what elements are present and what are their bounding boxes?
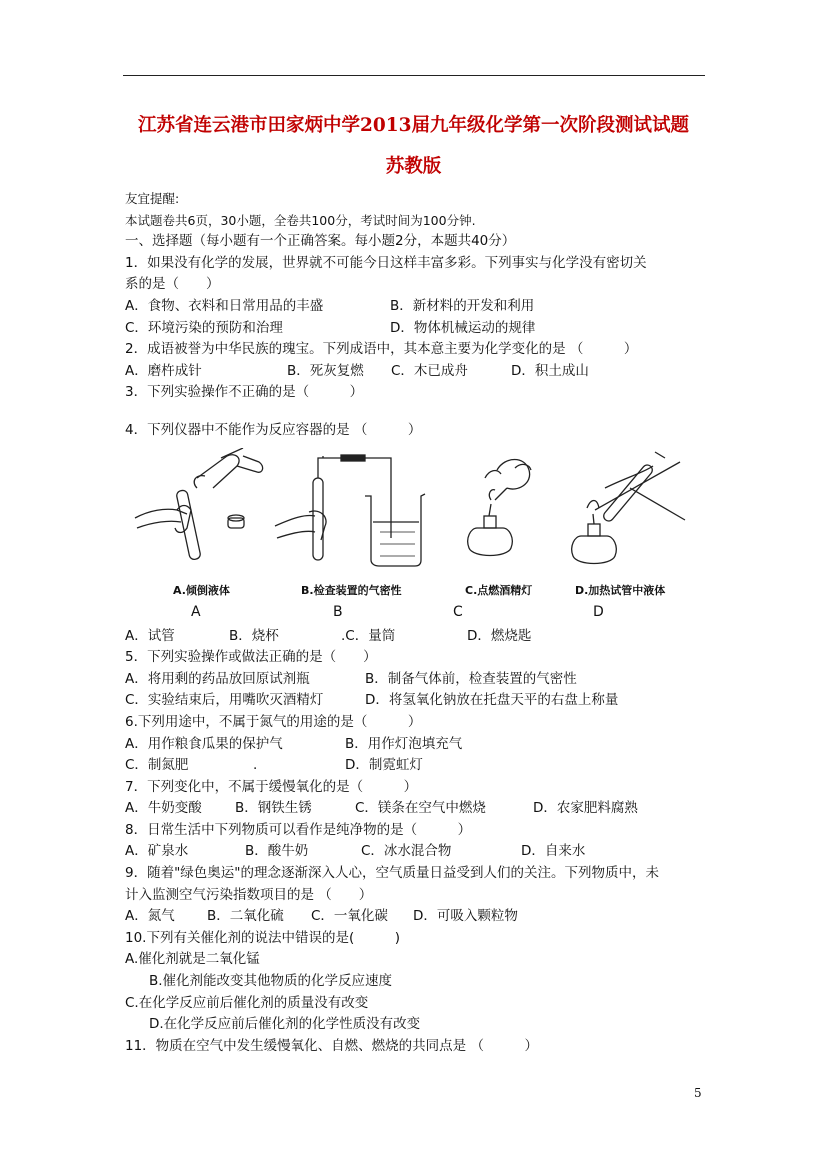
option-d: D．积土成山 xyxy=(511,362,589,379)
option-b: B．用作灯泡填充气 xyxy=(345,735,463,752)
figure-caption-c: C.点燃酒精灯 xyxy=(465,583,533,597)
figure-letter-b: B xyxy=(333,603,343,620)
figure-caption-d: D.加热试管中液体 xyxy=(575,583,666,597)
option-d: D．物体机械运动的规律 xyxy=(390,319,536,336)
question-9-stem: 9．随着"绿色奥运"的理念逐渐深入人心，空气质量日益受到人们的关注。下列物质中，未 xyxy=(125,865,660,882)
option-a: A．用作粮食瓜果的保护气 xyxy=(125,735,283,752)
option-a: A.催化剂就是二氧化锰 xyxy=(125,951,260,968)
option-b: B．二氧化硫 xyxy=(207,908,284,925)
question-6-stem: 6.下列用途中，不属于氮气的用途的是（ ） xyxy=(125,713,422,730)
option-c: C．实验结束后，用嘴吹灭酒精灯 xyxy=(125,692,324,709)
question-6-options-row2 xyxy=(125,755,715,777)
question-8-stem: 8．日常生活中下列物质可以看作是纯净物的是（ ） xyxy=(125,821,472,838)
question-1-options-row1 xyxy=(125,296,715,318)
question-9-stem-cont: 计入监测空气污染指数项目的是 （ ） xyxy=(125,886,373,903)
question-8-options xyxy=(125,841,715,863)
option-a: A．食物、衣料和日常用品的丰盛 xyxy=(125,297,324,314)
document-body xyxy=(125,188,715,1057)
question-2-options xyxy=(125,361,715,383)
question-4-options xyxy=(125,626,715,648)
question-9-options xyxy=(125,906,715,928)
apparatus-figure xyxy=(125,448,715,604)
header-rule xyxy=(123,75,705,76)
reminder-text: 本试题卷共6页，30小题，全卷共100分，考试时间为100分钟. xyxy=(125,212,476,228)
option-d: D．燃烧匙 xyxy=(467,627,532,644)
question-11-stem: 11．物质在空气中发生缓慢氧化、自燃、燃烧的共同点是 （ ） xyxy=(125,1037,538,1054)
option-a: A．矿泉水 xyxy=(125,843,189,860)
figure-letters xyxy=(125,604,715,626)
option-b: B.催化剂能改变其他物质的化学反应速度 xyxy=(149,973,393,990)
question-1-stem: 1．如果没有化学的发展，世界就不可能今日这样丰富多彩。下列事实与化学没有密切关 xyxy=(125,254,647,271)
option-d: D.在化学反应前后催化剂的化学性质没有改变 xyxy=(149,1016,421,1033)
page-subtitle: 苏教版 xyxy=(385,156,442,177)
option-b: B．钢铁生锈 xyxy=(235,800,312,817)
question-10-stem: 10.下列有关催化剂的说法中错误的是( ) xyxy=(125,929,401,946)
option-c: C．冰水混合物 xyxy=(361,843,452,860)
option-a: A．将用剩的药品放回原试剂瓶 xyxy=(125,670,310,687)
question-5-stem: 5．下列实验操作或做法正确的是（ ） xyxy=(125,649,377,666)
option-b: B．新材料的开发和利用 xyxy=(390,297,535,314)
option-d: D．自来水 xyxy=(521,843,586,860)
option-b: B．酸牛奶 xyxy=(245,843,309,860)
question-2-stem: 2．成语被誉为中华民族的瑰宝。下列成语中，其本意主要为化学变化的是 （ ） xyxy=(125,341,638,358)
question-4-stem: 4．下列仪器中不能作为反应容器的是 （ ） xyxy=(125,421,422,438)
option-c: .C．量筒 xyxy=(341,627,396,644)
option-d: D．可吸入颗粒物 xyxy=(413,908,518,925)
option-c: C．一氧化碳 xyxy=(311,908,388,925)
question-7-options xyxy=(125,798,715,820)
option-d: D．将氢氧化钠放在托盘天平的右盘上称量 xyxy=(365,692,619,709)
page-title: 江苏省连云港市田家炳中学2013届九年级化学第一次阶段测试试题 xyxy=(138,115,689,136)
question-6-options-row1 xyxy=(125,734,715,756)
stray-dot: . xyxy=(253,757,258,774)
question-7-stem: 7．下列变化中，不属于缓慢氧化的是（ ） xyxy=(125,778,418,795)
option-a: A．牛奶变酸 xyxy=(125,800,202,817)
question-1-options-row2 xyxy=(125,318,715,340)
pouring-liquid-drawing xyxy=(135,448,263,560)
reminder-heading: 友宜提醒: xyxy=(125,191,180,206)
figure-caption-b: B.检查装置的气密性 xyxy=(301,583,402,597)
question-3-stem: 3．下列实验操作不正确的是（ ） xyxy=(125,384,364,401)
figure-letter-a: A xyxy=(191,603,201,620)
option-d: D．制霓虹灯 xyxy=(345,757,423,774)
option-c: C．制氮肥 xyxy=(125,757,189,774)
figure-caption-a: A.倾倒液体 xyxy=(173,583,230,597)
option-d: D．农家肥料腐熟 xyxy=(533,800,638,817)
option-b: B．烧杯 xyxy=(229,627,279,644)
option-c: C．木已成舟 xyxy=(391,362,468,379)
option-b: B．制备气体前，检查装置的气密性 xyxy=(365,670,577,687)
option-a: A．试管 xyxy=(125,627,175,644)
option-b: B．死灰复燃 xyxy=(287,362,364,379)
question-5-options-row2 xyxy=(125,690,715,712)
option-a: A．磨杵成针 xyxy=(125,362,202,379)
option-c: C.在化学反应前后催化剂的质量没有改变 xyxy=(125,994,369,1011)
apparatus-illustrations xyxy=(125,448,705,604)
option-a: A．氮气 xyxy=(125,908,175,925)
option-c: C．环境污染的预防和治理 xyxy=(125,319,283,336)
figure-letter-c: C xyxy=(453,603,463,620)
section-heading: 一、选择题（每小题有一个正确答案。每小题2分，本题共40分） xyxy=(125,233,516,250)
airtightness-check-drawing xyxy=(275,455,425,566)
question-1-stem-cont: 系的是（ ） xyxy=(125,276,220,293)
page-number: 5 xyxy=(694,1086,702,1100)
heating-test-tube-drawing xyxy=(572,452,685,564)
figure-letter-d: D xyxy=(593,603,604,620)
option-c: C．镁条在空气中燃烧 xyxy=(355,800,486,817)
question-5-options-row1 xyxy=(125,669,715,691)
lighting-alcohol-lamp-drawing xyxy=(468,459,531,555)
